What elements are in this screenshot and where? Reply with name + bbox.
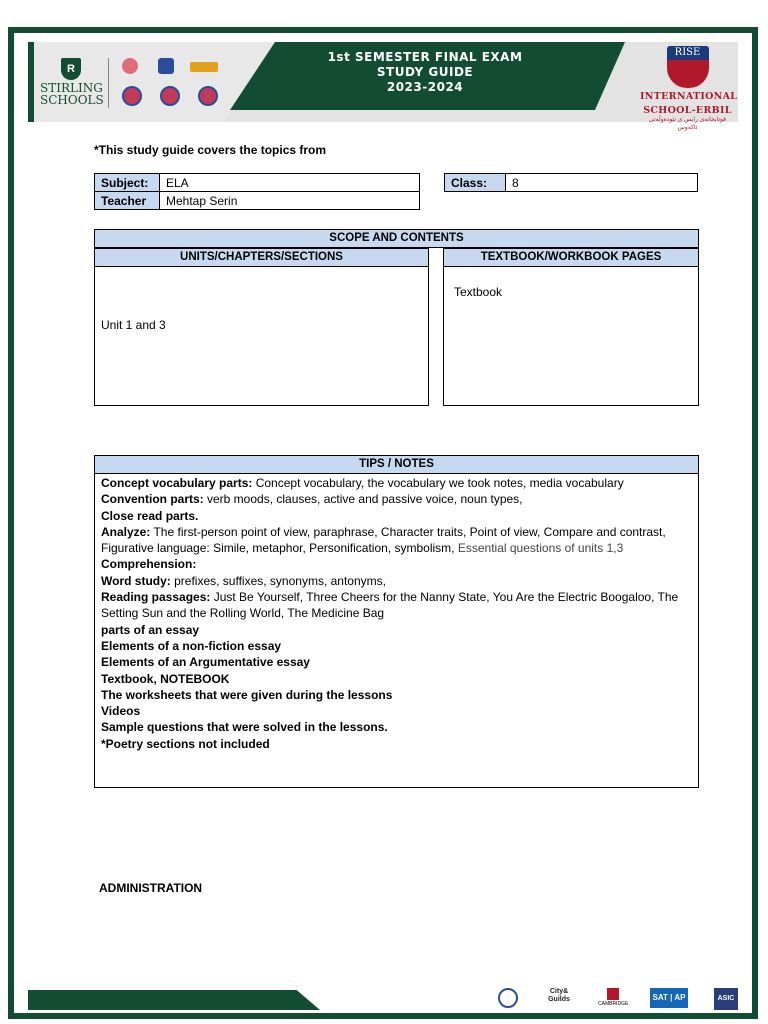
partner-badge-3-icon <box>198 86 218 106</box>
tips-box <box>94 455 699 788</box>
rise-logo-line1: INTERNATIONAL <box>640 91 738 102</box>
tips-essay-parts: parts of an essay <box>101 622 200 637</box>
tips-body <box>95 474 698 753</box>
tips-poetry: *Poetry sections not included <box>101 736 270 751</box>
sat-ap-logo: SAT | AP <box>650 988 688 1008</box>
accreditation-seal-icon <box>497 988 519 1012</box>
tips-nonfiction: Elements of a non-fiction essay <box>101 638 282 653</box>
units-value: Unit 1 and 3 <box>101 318 166 332</box>
tips-worksheets: The worksheets that were given during the lessons <box>101 687 393 702</box>
tips-concept: Concept vocabulary parts: Concept vocabulary, the vocabulary we took notes, media vocabulary <box>101 476 624 490</box>
class-table <box>444 173 698 192</box>
cityguilds-logo <box>543 988 575 1012</box>
tips-comprehension: Comprehension: <box>101 557 197 572</box>
ap-label: AP <box>674 993 686 1002</box>
partner-badge-2-icon <box>160 86 180 106</box>
cambridge-label: CAMBRIDGE <box>598 1001 629 1007</box>
rise-mark: RISE <box>667 46 709 60</box>
title-line-2: STUDY GUIDE <box>376 65 474 79</box>
teacher-value: Mehtap Serin <box>160 192 420 210</box>
tips-close-read: Close read parts. <box>101 508 199 523</box>
asic-logo <box>714 988 738 1010</box>
units-header: UNITS/CHAPTERS/SECTIONS <box>95 249 428 267</box>
partner-logo-2-icon <box>158 58 174 74</box>
subject-value: ELA <box>160 174 420 192</box>
stirling-logo-line1: STIRLING <box>40 81 103 95</box>
rise-school-logo <box>640 46 738 132</box>
pages-value: Textbook <box>454 285 503 299</box>
tips-textbook: Textbook, NOTEBOOK <box>101 671 230 686</box>
subject-teacher-table <box>94 173 420 210</box>
header-accent-bar <box>28 42 34 122</box>
title-line-1: 1st SEMESTER FINAL EXAM <box>327 50 523 64</box>
partner-badge-1-icon <box>122 86 142 106</box>
tips-argumentative: Elements of an Argumentative essay <box>101 655 310 670</box>
cambridge-logo <box>598 988 628 1012</box>
units-box <box>94 248 429 406</box>
scope-title-box <box>94 229 699 249</box>
teacher-label: Teacher <box>95 192 160 210</box>
stirling-logo-line2: SCHOOLS <box>40 93 104 107</box>
subject-label: Subject: <box>95 174 160 192</box>
tips-word-study: Word study: prefixes, suffixes, synonyms, antonyms, <box>101 573 386 588</box>
partner-logo-1-icon <box>122 58 138 74</box>
tips-title: TIPS / NOTES <box>95 456 698 474</box>
pages-box <box>443 248 699 406</box>
rise-logo-line2: SCHOOL-ERBIL <box>643 105 732 116</box>
administration-label: ADMINISTRATION <box>99 881 203 895</box>
stirling-shield-icon: R <box>61 58 81 80</box>
stirling-schools-logo <box>40 58 102 107</box>
tips-reading: Reading passages: Just Be Yourself, Three Cheers for the Nanny State, You Are the Electric Boogaloo, The Setting Sun and the Rolling World, The Medicine Bag <box>101 590 679 621</box>
partner-logo-3-icon <box>190 62 218 72</box>
tips-sample: Sample questions that were solved in the lessons. <box>101 720 388 735</box>
class-value: 8 <box>506 174 698 192</box>
tips-analyze: Analyze: The first-person point of view, paraphrase, Character traits, Point of view, Compare and contrast, Figurative language: Simile, metaphor, Personification, symbolism, Essential questions of units 1,3 <box>101 524 666 556</box>
asic-label: ASIC <box>717 995 735 1002</box>
pages-header: TEXTBOOK/WORKBOOK PAGES <box>444 249 698 267</box>
tips-convention: Convention parts: verb moods, clauses, active and passive voice, noun types, <box>101 492 523 507</box>
scope-title: SCOPE AND CONTENTS <box>95 230 698 248</box>
tips-videos: Videos <box>101 704 141 719</box>
header-title <box>300 50 550 95</box>
intro-note: *This study guide covers the topics from <box>94 143 327 157</box>
rise-shield-icon <box>667 46 709 88</box>
title-line-3: 2023-2024 <box>386 80 464 94</box>
logo-divider <box>108 58 109 108</box>
rise-logo-arabic: قوتابخانەی رایس ی نێودەوڵەتی ئاکەوس <box>648 117 726 131</box>
sat-label: SAT <box>652 993 668 1002</box>
class-label: Class: <box>445 174 506 192</box>
footer-band <box>28 990 320 1010</box>
cityguilds-label: City& Guilds <box>548 988 570 1003</box>
